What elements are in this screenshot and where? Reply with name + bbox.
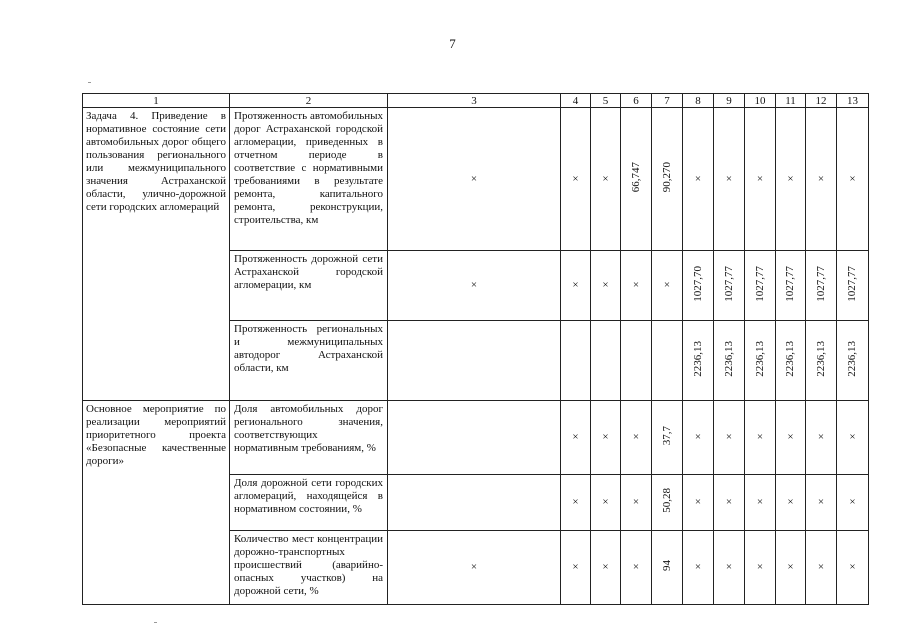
column-header: 10 <box>745 94 776 108</box>
value-cell: × <box>621 475 652 531</box>
value-cell: × <box>837 401 869 475</box>
value-cell: 94 <box>660 560 673 571</box>
scan-speck <box>88 82 91 83</box>
indicator-cell: Количество мест концентрации дорожно-транспортных происшествий (аварийно-опасных участков) на дорожной сети, % <box>230 531 388 605</box>
value-cell <box>388 401 561 475</box>
scan-speck <box>154 622 157 623</box>
value-cell: × <box>776 401 806 475</box>
value-cell: × <box>591 531 621 605</box>
value-cell <box>621 321 652 401</box>
value-cell: × <box>837 475 869 531</box>
column-number-row <box>83 94 869 108</box>
column-header: 4 <box>561 94 591 108</box>
value-cell: × <box>806 108 837 251</box>
column-header: 13 <box>837 94 869 108</box>
value-cell: × <box>561 251 591 321</box>
value-cell: × <box>591 475 621 531</box>
value-cell: 2236,13 <box>722 340 735 377</box>
value-cell: 66,747 <box>629 161 642 193</box>
value-cell: × <box>714 531 745 605</box>
measure-group-cell: Основное мероприятие по реализации мероприятий приоритетного проекта «Безопасные качественные дороги» <box>83 401 230 605</box>
indicator-cell: Доля автомобильных дорог регионального значения, соответствующих нормативным требованиям, % <box>230 401 388 475</box>
value-cell <box>652 321 683 401</box>
value-cell: × <box>714 401 745 475</box>
table-row <box>83 108 869 251</box>
value-cell: × <box>561 108 591 251</box>
value-cell <box>561 321 591 401</box>
value-cell <box>591 321 621 401</box>
value-cell: × <box>561 531 591 605</box>
value-cell: × <box>745 401 776 475</box>
task-group-cell: Задача 4. Приведение в нормативное состояние сети автомобильных дорог общего пользования регионального или межмуниципального значения Астраханской области, улично-дорожной сети городских агломераций <box>83 108 230 401</box>
value-cell: × <box>388 251 561 321</box>
indicator-cell: Доля дорожной сети городских агломераций, находящейся в нормативном состоянии, % <box>230 475 388 531</box>
value-cell: 2236,13 <box>784 340 796 377</box>
column-header: 2 <box>230 94 388 108</box>
value-cell: 1027,77 <box>814 265 827 302</box>
value-cell: × <box>745 531 776 605</box>
column-header: 6 <box>621 94 652 108</box>
value-cell <box>388 321 561 401</box>
value-cell: × <box>591 108 621 251</box>
value-cell: × <box>806 531 837 605</box>
column-header: 8 <box>683 94 714 108</box>
value-cell: × <box>683 401 714 475</box>
value-cell <box>388 475 561 531</box>
value-cell: × <box>591 401 621 475</box>
column-header: 12 <box>806 94 837 108</box>
value-cell: 2236,13 <box>753 340 766 377</box>
indicators-table <box>82 93 869 605</box>
value-cell: 1027,77 <box>753 265 766 302</box>
value-cell: × <box>745 475 776 531</box>
value-cell: × <box>683 531 714 605</box>
value-cell: × <box>776 475 806 531</box>
value-cell: × <box>388 108 561 251</box>
value-cell: × <box>621 401 652 475</box>
value-cell: 2236,13 <box>846 340 858 377</box>
value-cell: × <box>837 531 869 605</box>
value-cell: 1027,77 <box>722 265 735 302</box>
value-cell: × <box>714 108 745 251</box>
value-cell: × <box>806 401 837 475</box>
value-cell: 2236,13 <box>691 340 704 377</box>
value-cell: 1027,70 <box>691 265 704 302</box>
value-cell: 1027,77 <box>846 265 858 302</box>
page-number: 7 <box>449 36 456 51</box>
column-header: 7 <box>652 94 683 108</box>
value-cell: × <box>837 108 869 251</box>
column-header: 3 <box>388 94 561 108</box>
indicator-cell: Протяженность дорожной сети Астраханской городской агломерации, км <box>230 251 388 321</box>
value-cell: 2236,13 <box>814 340 827 377</box>
indicator-cell: Протяженность региональных и межмуниципальных автодорог Астраханской области, км <box>230 321 388 401</box>
value-cell: × <box>561 475 591 531</box>
value-cell: × <box>652 251 683 321</box>
value-cell: × <box>591 251 621 321</box>
value-cell: 50,28 <box>660 488 673 513</box>
table-row <box>83 401 869 475</box>
value-cell: × <box>714 475 745 531</box>
value-cell: × <box>776 108 806 251</box>
indicator-cell: Протяженность автомобильных дорог Астраханской городской агломерации, приведенных в отчетном периоде в соответствие с нормативными требованиями в результате ремонта, капитального ремонта, реконструкции, строительства, км <box>230 108 388 251</box>
value-cell: × <box>561 401 591 475</box>
value-cell: × <box>776 531 806 605</box>
value-cell: × <box>388 531 561 605</box>
column-header: 1 <box>83 94 230 108</box>
value-cell: × <box>683 108 714 251</box>
column-header: 9 <box>714 94 745 108</box>
column-header: 11 <box>776 94 806 108</box>
value-cell: × <box>745 108 776 251</box>
value-cell: 90,270 <box>660 161 673 193</box>
value-cell: 1027,77 <box>784 265 796 302</box>
value-cell: × <box>621 531 652 605</box>
value-cell: × <box>621 251 652 321</box>
value-cell: × <box>683 475 714 531</box>
value-cell: × <box>806 475 837 531</box>
value-cell: 37,7 <box>660 425 673 446</box>
column-header: 5 <box>591 94 621 108</box>
